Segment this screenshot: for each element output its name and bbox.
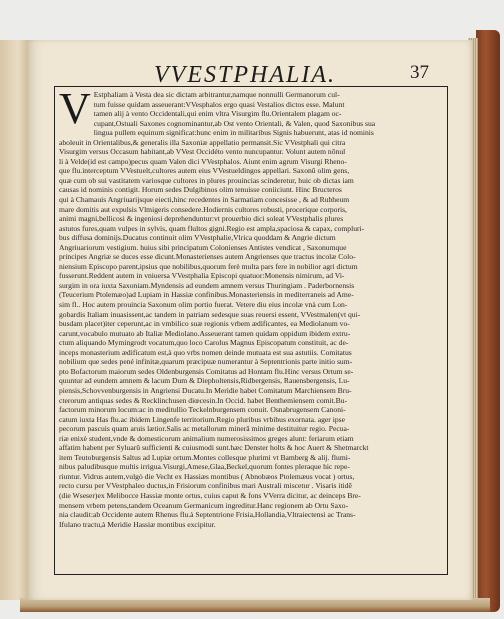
drop-cap: V (59, 86, 91, 133)
text-line: animi magni,bellicosi & ingeniosi deprehenduntur:vt prouerbio dici soleat VVestphalis plures (59, 214, 344, 224)
text-line: riæ enixè student,vnde & domesticorum animalium numerosissimos greges alunt: feriarum etiam (59, 433, 354, 443)
running-title: VVESTPHALIA. (154, 62, 336, 88)
text-line: Angriuariorum vestigium. huius sibi principatum Colonienses Antistes vendicat , Saxonumque (59, 242, 347, 252)
body-text (59, 86, 443, 529)
text-line: nibus paludibusque multis irrigua.Visurgi,Amese,Glaa,Beckel,quorum fontes pleraque hic repe- (59, 462, 350, 472)
text-line: Ifulano tractu,à Meridie Hassiæ montibus excipitur. (59, 519, 216, 529)
text-line: riuntur. Vidrus autem,vulgò die Vecht ex Hassiæs montibus ( Abnobæos Ptolemæus vocat ) ortus, (59, 471, 355, 481)
text-line: fusserunt.Reddent autem in vniuersa VVestphalia Episcopi quatuor:Monensis nimirum, ad Vi- (59, 271, 345, 281)
remaining-lines (59, 128, 443, 529)
text-line: pecorum pascuis quam aruis lætior.Salis ac metallorum minerâ minime destituitur regio. Pecua- (59, 424, 350, 434)
text-line: quuntur ad eundem amnem & lacum Dum & Diepholtensis,Ridbergensis, Rauensbergensis, Lu- (59, 376, 350, 386)
text-line: Estphaliam à Vesta dea sic dictam arbitrantur,namque nonnulli Germanorum cul- (93, 90, 340, 99)
text-line: (die Wseser)ex Melibocce Hassiæ monte ortus, cuius caput & fons VVerra dicitur, ac deinceps Bre- (59, 490, 361, 500)
text-line: mare domitis aut expulsis Vlmigeris consedere.Hodiernis cultores robusti, procerique corporis, (59, 204, 347, 214)
left-page-edge (0, 40, 31, 600)
text-line: causas id nominis contigit. Horum sedes Dulgibinos olim tenuisse coniiciunt. Hinc Bructeros (59, 185, 342, 195)
text-line: qui à Chamauis Angriuarijsque eiecti,hinc recedentes in Sarmatiam concesisse , & ad Rubheum (59, 195, 350, 205)
text-line: carunt,vocabulo mutuato ab Italiæ Mediolano.Asseuerant tamen quidam oppidum ibidem extru- (59, 328, 351, 338)
text-line: que flu.interceptum VVestuelt,cultores autem eius VVestueldingos appellari. Saxonû olim gens, (59, 166, 350, 176)
text-line: ctum aliquando Mymingrodt vocatum,quo loco Carolus Magnus Episcopatum constituit, ac de- (59, 338, 349, 348)
text-line: tamen alij à vento Occidentali,qui enim vltra Visurgim flu.Orientalem plagam oc- (93, 109, 342, 119)
text-line: quæ cum ob sui vastitatem variosque cultores in plures prouincias scinderetur, huic ob dictas iam (59, 175, 354, 185)
text-line: catum iuxta Has flu.ac ibidem Lingenfe territorium.Regio pluribus vrbibus exornata. ager ipse (59, 414, 345, 424)
text-line: astutos fures,quam vulpes in sylvis, quam flultos gigni.Regio est ampla,spaciosa & capax, compluri- (59, 223, 365, 233)
text-line: gobardis Italiam inuasissent,ac tandem in patriam sedesque suas reuersi essent, VVestmalen(vt qui- (59, 309, 361, 319)
text-line: principes Angriæ se duces esse dicunt.Monasterienses autem Angrienses que tractus incolæ Colo- (59, 252, 356, 262)
text-line: inceps monasterium ædificatum est,à quo vrbs nomen deinde mutuata est sua astutiis. Comitatus (59, 347, 352, 357)
text-line: bus diffusa dominijs.Ducatus continuit olim VVestphalie,Vlrica quoddam & Angrie dictum (59, 233, 336, 243)
text-line: affatim habent per Syluarû sufficienti & cuiusmodi sunt.hæc Denster holts & hoc Auert & Shetmarckt (59, 443, 369, 453)
text-line: (Teucerium Ptolemæo)ad Lupiam in Hassiæ confinibus.Monasteriensis in mediterraneis ad Ame- (59, 290, 354, 300)
text-line: piensis,Schovvenburgensis in Angriensi Ducatu.In Meridie habet Comitatum Marchiensem Bru- (59, 385, 352, 395)
text-line: cterorum antiquas sedes & Recklinchusen diœcesin.In Occid. habet Benthemiensem comit.Bu- (59, 395, 348, 405)
page-number: 37 (410, 62, 429, 83)
text-line: niensium Episcopo parent,ipsius que nobilibus,quorum ferè multa pars fere in nobilior agri dictum (59, 261, 358, 271)
text-line: factorum minorum locum:ac in meditullio Teckelnburgensem conuit. Osnabrugensem Canoni- (59, 405, 346, 415)
text-line: aboleuit in Orientalibus,& generalis illa Saxoniæ appellatio permansit.Sic VVestphali qui citra (59, 137, 346, 147)
text-line: lingua pullem equinum significat:hunc enim in militaribus Signis habuerunt, atas id nominis (93, 128, 374, 138)
text-line: mensem vrbem petens,tandem Oceanum Germanicum ingreditur.Hanc regionem ab Ortu Saxo- (59, 500, 349, 510)
text-line: nia claudit:ab Occidente autem Rhenus flu.à Septentrione Frisia,Hollandia,Vltraiectensi ac Trans- (59, 510, 356, 520)
text-line: pto Bofactorum maiorum sedes Oldenburgensis Comitatus ad Hontam flu.Hinc versus Ortum se- (59, 366, 354, 376)
text-line: sim fl.. Hoc autem prouincia Saxonum olim portio fuerat. Vetere diu eius incolæ vnà cum Lon- (59, 300, 348, 310)
text-line: li à Velde(id est campo)pecus quam Valen dici VVestphalos. Aiunt enim agrum Visurgi Rheno- (59, 156, 347, 166)
text-line: busdam placet)iter ceperunt,ac in vmbilico suæ regionis vrbem ædificantes, ea Mediolanum vo- (59, 319, 350, 329)
text-line: recto cursu per VVestphaleo ductus,in Frisiorum confinibus mari Australi miscetur . Visaris itidē (59, 481, 352, 491)
page-edges-bottom (20, 598, 490, 612)
text-line: Visurgim versus Occasum habitant,ab VVest Occidéto vento nuncupantur. Volunt autem nõnul (59, 147, 346, 157)
text-line: cupant,Ostuali Saxones cognominantur,ab Ost vento Orientali, & Valen, quod Saxonibus sua (93, 118, 376, 128)
leather-binding (476, 30, 500, 612)
text-line: item Teutoburgensis Saltus ad Lupiæ ortum.Montes collesque plurimi vt Bamberg & alij. flumi- (59, 452, 351, 462)
text-line: nobilium que sedes pené infinitæ,quarum præcipuæ numerantur à Septentrionis parte initio sum- (59, 357, 353, 367)
text-line: surgim in ora iuxta Saxoniam.Myndensis ad eundem amnem versus Thuringiam . Paderbornensis (59, 280, 355, 290)
text-line: tum fuisse quidam asseuerant:VVesphalos ergo quasi Vestalios dictos esse. Malunt (93, 99, 345, 109)
text-frame (54, 86, 448, 575)
